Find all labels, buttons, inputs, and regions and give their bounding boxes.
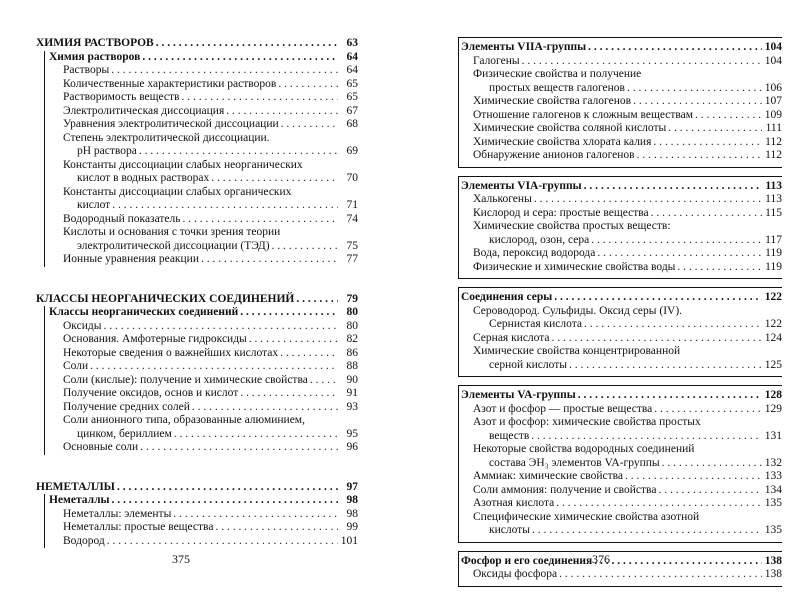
dot-leader	[531, 430, 762, 444]
toc-entry-text: КЛАССЫ НЕОРГАНИЧЕСКИХ СОЕДИНЕНИЙ	[36, 292, 295, 305]
toc-entry-text: Элементы VIIA-группы	[461, 41, 587, 53]
toc-page-number: 96	[346, 441, 358, 453]
toc-section	[36, 481, 358, 549]
dot-leader	[112, 199, 338, 213]
dot-leader	[139, 145, 338, 159]
toc-entry-text: Химия растворов	[49, 50, 141, 63]
toc-subsection-heading[interactable]	[45, 306, 358, 320]
dot-leader	[183, 213, 338, 227]
toc-entry-text-first-line: Кислоты и основания с точки зрения теории	[63, 226, 281, 238]
toc-page-number: 79	[346, 292, 358, 305]
toc-chapter-heading[interactable]	[36, 293, 358, 307]
toc-entry-text: цинком, бериллием	[77, 427, 172, 440]
toc-entry-text: Оксиды	[63, 319, 102, 332]
dot-leader	[280, 347, 338, 361]
toc-page-number: 106	[764, 81, 782, 94]
toc-page-number: 77	[346, 253, 358, 265]
toc-entry[interactable]	[459, 470, 782, 484]
toc-entry-text: Элементы VA-группы	[461, 389, 576, 401]
dot-leader	[695, 109, 762, 123]
dot-leader	[142, 51, 338, 65]
toc-entry[interactable]	[45, 118, 358, 132]
toc-entry[interactable]	[45, 360, 358, 374]
toc-page-number: 119	[765, 247, 782, 259]
toc-entry-text: Получение оксидов, основ и кислот	[63, 387, 239, 399]
toc-entry-text: Оксиды фосфора	[473, 568, 558, 580]
dot-leader	[522, 55, 762, 69]
toc-page-number: 86	[346, 346, 358, 359]
toc-section-heading[interactable]	[459, 555, 782, 569]
dot-leader	[296, 293, 338, 307]
dot-leader	[637, 149, 762, 163]
toc-entry[interactable]	[45, 186, 358, 213]
toc-entry[interactable]	[459, 403, 782, 417]
toc-section	[36, 37, 358, 267]
subsection-block	[44, 306, 358, 455]
toc-page-number: 88	[346, 360, 358, 372]
toc-section-heading[interactable]	[459, 291, 782, 305]
left-toc	[36, 37, 358, 572]
dot-leader	[584, 180, 762, 194]
toc-entry-text: Физические и химические свойства воды	[473, 260, 676, 273]
toc-entry[interactable]	[45, 132, 358, 159]
toc-page-number: 99	[346, 521, 358, 533]
dot-leader	[192, 401, 338, 415]
toc-entry[interactable]	[45, 441, 358, 455]
toc-entry[interactable]	[45, 521, 358, 535]
toc-entry-text: Химические свойства галогенов	[473, 95, 632, 107]
toc-entry-text: НЕМЕТАЛЛЫ	[36, 480, 115, 493]
toc-page-number: 122	[764, 318, 782, 330]
dot-leader	[310, 374, 338, 388]
dot-leader	[174, 428, 338, 442]
toc-entry[interactable]	[459, 95, 782, 109]
dot-leader	[594, 555, 762, 569]
dot-leader	[226, 105, 338, 119]
toc-entry-text-first-line: Соли анионного типа, образованные алюминием,	[63, 414, 305, 426]
toc-page-number: 65	[346, 77, 358, 90]
dot-leader	[578, 389, 762, 403]
toc-entry[interactable]	[45, 387, 358, 401]
toc-entry-text: электролитической диссоциации (ТЭД)	[77, 239, 270, 252]
toc-entry-text-first-line: Сероводород. Сульфиды. Оксид серы (IV).	[473, 304, 683, 317]
toc-entry-text: Кислород и сера: простые вещества	[473, 206, 649, 219]
toc-page-number: 124	[764, 331, 782, 344]
toc-entry[interactable]	[459, 511, 782, 538]
dot-leader	[173, 508, 338, 522]
toc-entry[interactable]	[45, 91, 358, 105]
dot-leader	[240, 387, 338, 401]
toc-entry-text-first-line: Некоторые свойства водородных соединений	[473, 443, 695, 455]
toc-page-number: 113	[765, 193, 782, 205]
toc-entry-text-first-line: Константы диссоциации слабых неорганических	[63, 158, 303, 171]
toc-entry-text: Халькогены	[473, 193, 532, 205]
toc-entry-text: Получение средних солей	[63, 400, 190, 413]
dot-leader	[211, 172, 338, 186]
toc-section	[458, 551, 782, 587]
dot-leader	[556, 497, 762, 511]
dot-leader	[584, 318, 762, 332]
toc-entry-text-first-line: Специфические химические свойства азотной	[473, 510, 700, 523]
dot-leader	[625, 470, 762, 484]
toc-entry-text: Химические свойства соляной кислоты	[473, 122, 667, 134]
toc-entry[interactable]	[459, 220, 782, 247]
toc-page-number: 109	[764, 108, 782, 121]
toc-page-number: 68	[346, 118, 358, 130]
toc-entry[interactable]	[459, 416, 782, 443]
toc-page-number: 135	[764, 524, 782, 536]
toc-entry-text: Азотная кислота	[473, 497, 555, 509]
toc-page-number: 64	[346, 64, 358, 76]
toc-entry[interactable]	[459, 332, 782, 346]
toc-entry-text: Неметаллы: простые вещества	[63, 521, 214, 533]
toc-chapter-heading[interactable]	[36, 481, 358, 495]
right-toc	[458, 37, 782, 595]
dot-leader	[240, 306, 338, 320]
dot-leader	[534, 193, 762, 207]
toc-page-number: 95	[346, 427, 358, 440]
toc-page-number: 115	[765, 206, 782, 219]
toc-section-heading[interactable]	[459, 180, 782, 194]
dot-leader	[559, 568, 762, 582]
dot-leader	[181, 91, 338, 105]
toc-page-number: 128	[764, 389, 782, 401]
toc-page-number: 134	[764, 483, 782, 496]
toc-entry[interactable]	[45, 105, 358, 119]
toc-page-number: 69	[346, 145, 358, 157]
toc-entry-text: Водород	[63, 534, 105, 547]
dot-leader	[658, 484, 762, 498]
toc-entry[interactable]	[459, 109, 782, 123]
dot-leader	[532, 524, 762, 538]
page-number: 375	[172, 552, 190, 566]
toc-entry-text: Вода, пероксид водорода	[473, 247, 596, 259]
dot-leader	[552, 332, 762, 346]
toc-page-number: 111	[765, 122, 782, 134]
dot-leader	[668, 122, 762, 136]
toc-entry[interactable]	[45, 253, 358, 267]
toc-entry-text-first-line: Физические свойства и получение	[473, 68, 642, 80]
toc-entry[interactable]	[459, 497, 782, 511]
toc-page-number: 131	[764, 429, 782, 442]
toc-page-number: 74	[346, 212, 358, 225]
toc-page-number: 98	[346, 507, 358, 520]
toc-page-number: 67	[346, 104, 358, 117]
toc-page-number: 101	[340, 534, 358, 547]
toc-entry[interactable]	[45, 213, 358, 227]
toc-entry-text: Соли (кислые): получение и химические свойства	[63, 373, 308, 386]
toc-section-heading[interactable]	[459, 389, 782, 403]
toc-entry-text: Уравнения электролитической диссоциации	[63, 118, 279, 130]
toc-page-number: 138	[764, 554, 782, 567]
dot-leader	[215, 521, 338, 535]
dot-leader	[653, 136, 762, 150]
dot-leader	[156, 37, 338, 51]
toc-entry[interactable]	[459, 568, 782, 582]
dot-leader	[281, 118, 338, 132]
dot-leader	[278, 78, 338, 92]
toc-page-number: 104	[764, 54, 782, 67]
toc-entry-text: Основания. Амфотерные гидроксиды	[63, 333, 247, 345]
toc-page-number: 98	[346, 494, 358, 506]
toc-section-heading[interactable]	[459, 41, 782, 55]
toc-entry-text: Водородный показатель	[63, 212, 181, 225]
toc-section	[458, 176, 782, 280]
toc-page-number: 90	[346, 373, 358, 386]
toc-entry[interactable]	[459, 207, 782, 221]
dot-leader	[272, 240, 338, 254]
toc-entry[interactable]	[459, 193, 782, 207]
subsection-block	[44, 494, 358, 548]
toc-entry[interactable]	[459, 484, 782, 498]
toc-page-number: 117	[765, 233, 782, 246]
toc-entry-text: кислород, озон, сера	[489, 233, 590, 246]
toc-entry-text: ХИМИЯ РАСТВОРОВ	[36, 37, 154, 49]
toc-entry-text: Отношение галогенов к сложным веществам	[473, 108, 694, 121]
toc-entry-text: Галогены	[473, 54, 520, 67]
toc-entry-text: серной кислоты	[489, 358, 567, 371]
toc-entry-text-first-line: Азот и фосфор: химические свойства простых	[473, 416, 701, 428]
toc-entry-text: Классы неорганических соединений	[49, 306, 239, 318]
toc-page-number: 65	[346, 91, 358, 103]
toc-page-number: 91	[346, 387, 358, 399]
toc-section	[458, 37, 782, 168]
dot-leader	[117, 481, 338, 495]
dot-leader	[651, 207, 762, 221]
dot-leader	[249, 333, 338, 347]
toc-entry-text: Обнаружение анионов галогенов	[473, 149, 635, 161]
toc-entry[interactable]	[45, 64, 358, 78]
toc-page-number: 113	[765, 179, 782, 192]
toc-entry[interactable]	[45, 333, 358, 347]
toc-page-number: 132	[764, 456, 782, 469]
dot-leader	[662, 457, 762, 471]
toc-page-number: 133	[764, 470, 782, 482]
toc-page-number: 119	[765, 260, 782, 273]
toc-entry[interactable]	[459, 55, 782, 69]
toc-chapter-heading[interactable]	[36, 37, 358, 51]
toc-page-number: 125	[764, 358, 782, 371]
toc-subsection-heading[interactable]	[45, 51, 358, 65]
toc-page-number: 82	[346, 333, 358, 345]
toc-entry[interactable]	[45, 535, 358, 549]
toc-entry[interactable]	[459, 305, 782, 332]
toc-entry-text: Количественные характеристики растворов	[63, 77, 277, 90]
dot-leader	[554, 291, 762, 305]
toc-entry-text-first-line: Константы диссоциации слабых органических	[63, 185, 292, 198]
toc-entry[interactable]	[45, 374, 358, 388]
toc-entry[interactable]	[459, 247, 782, 261]
toc-entry[interactable]	[459, 68, 782, 95]
toc-page-number: 104	[764, 41, 782, 53]
toc-entry-text: Сернистая кислота	[489, 318, 582, 330]
dot-leader	[627, 82, 762, 96]
dot-leader	[654, 403, 762, 417]
dot-leader	[569, 359, 762, 373]
toc-entry-text: кислоты	[489, 524, 530, 536]
toc-page-number: 71	[346, 199, 358, 211]
toc-entry-text-first-line: Химические свойства концентрированной	[473, 345, 681, 357]
toc-entry-text-first-line: Степень электролитической диссоциации.	[63, 131, 270, 144]
toc-page-number: 64	[346, 50, 358, 63]
toc-entry-text: Химические свойства хлората калия	[473, 135, 652, 148]
toc-page-number: 112	[765, 149, 782, 161]
toc-entry-text: Ионные уравнения реакции	[63, 253, 199, 265]
dot-leader	[591, 234, 762, 248]
toc-entry-text: Соли	[63, 360, 89, 372]
toc-entry-text: состава ЭН₃ элементов VA-группы	[489, 456, 660, 469]
toc-entry-text: Растворы	[63, 64, 110, 76]
toc-entry-text: кислот	[77, 199, 111, 211]
toc-entry-text: Электролитическая диссоциация	[63, 104, 225, 117]
toc-entry[interactable]	[45, 320, 358, 334]
toc-entry[interactable]	[459, 136, 782, 150]
toc-entry[interactable]	[45, 159, 358, 186]
toc-page-number: 80	[346, 306, 358, 318]
dot-leader	[677, 261, 762, 275]
dot-leader	[112, 494, 338, 508]
toc-entry-text: кислот в водных растворах	[77, 172, 210, 184]
toc-page-number: 97	[346, 480, 358, 493]
dot-leader	[597, 247, 762, 261]
toc-entry-text: Некоторые сведения о важнейших кислотах	[63, 346, 279, 359]
toc-entry[interactable]	[45, 78, 358, 92]
toc-entry[interactable]	[45, 401, 358, 415]
dot-leader	[90, 360, 338, 374]
toc-entry[interactable]	[45, 414, 358, 441]
toc-entry-text: Растворимость веществ	[63, 91, 180, 103]
right-page	[400, 0, 800, 588]
toc-page-number: 93	[346, 400, 358, 413]
toc-page-number: 70	[346, 172, 358, 184]
dot-leader	[633, 95, 762, 109]
toc-page-number: 112	[765, 135, 782, 148]
dot-leader	[111, 64, 338, 78]
toc-entry-text: веществ	[489, 429, 530, 442]
toc-section	[458, 385, 782, 543]
toc-entry-text: Основные соли	[63, 441, 139, 453]
subsection-block	[44, 51, 358, 267]
toc-page-number: 122	[764, 291, 782, 303]
toc-entry[interactable]	[45, 226, 358, 253]
toc-page-number: 63	[346, 37, 358, 49]
toc-entry-text: Фосфор и его соединения	[461, 554, 593, 567]
toc-entry-text: Азот и фосфор — простые вещества	[473, 402, 653, 415]
page-number: 376	[592, 552, 610, 566]
toc-subsection-heading[interactable]	[45, 494, 358, 508]
dot-leader	[201, 253, 338, 267]
toc-section	[36, 293, 358, 455]
toc-entry-text: простых веществ галогенов	[489, 81, 625, 94]
toc-page-number: 75	[346, 239, 358, 252]
toc-entry[interactable]	[459, 443, 782, 470]
toc-entry[interactable]	[45, 347, 358, 361]
toc-page-number: 138	[764, 568, 782, 580]
dot-leader	[140, 441, 338, 455]
left-page	[0, 0, 400, 588]
toc-entry-text: Аммиак: химические свойства	[473, 470, 623, 482]
toc-entry[interactable]	[459, 261, 782, 275]
toc-section	[458, 287, 782, 377]
toc-entry-text: Неметаллы	[49, 494, 110, 506]
toc-entry[interactable]	[459, 122, 782, 136]
toc-entry-text: Неметаллы: элементы	[63, 507, 172, 520]
toc-entry-text: Соли аммония: получение и свойства	[473, 483, 657, 496]
toc-entry-text: Соединения серы	[461, 291, 553, 303]
dot-leader	[588, 41, 762, 55]
toc-page-number: 80	[346, 319, 358, 332]
toc-page-number: 135	[764, 497, 782, 509]
toc-entry-text: pH раствора	[77, 145, 137, 157]
toc-entry[interactable]	[459, 149, 782, 163]
toc-page-number: 129	[764, 402, 782, 415]
dot-leader	[103, 320, 338, 334]
toc-entry-text: Серная кислота	[473, 331, 550, 344]
toc-entry-text: Элементы VIA-группы	[461, 179, 582, 192]
dot-leader	[107, 535, 338, 549]
toc-entry[interactable]	[45, 508, 358, 522]
toc-page-number: 107	[764, 95, 782, 107]
toc-entry[interactable]	[459, 345, 782, 372]
toc-entry-text-first-line: Химические свойства простых веществ:	[473, 220, 671, 232]
